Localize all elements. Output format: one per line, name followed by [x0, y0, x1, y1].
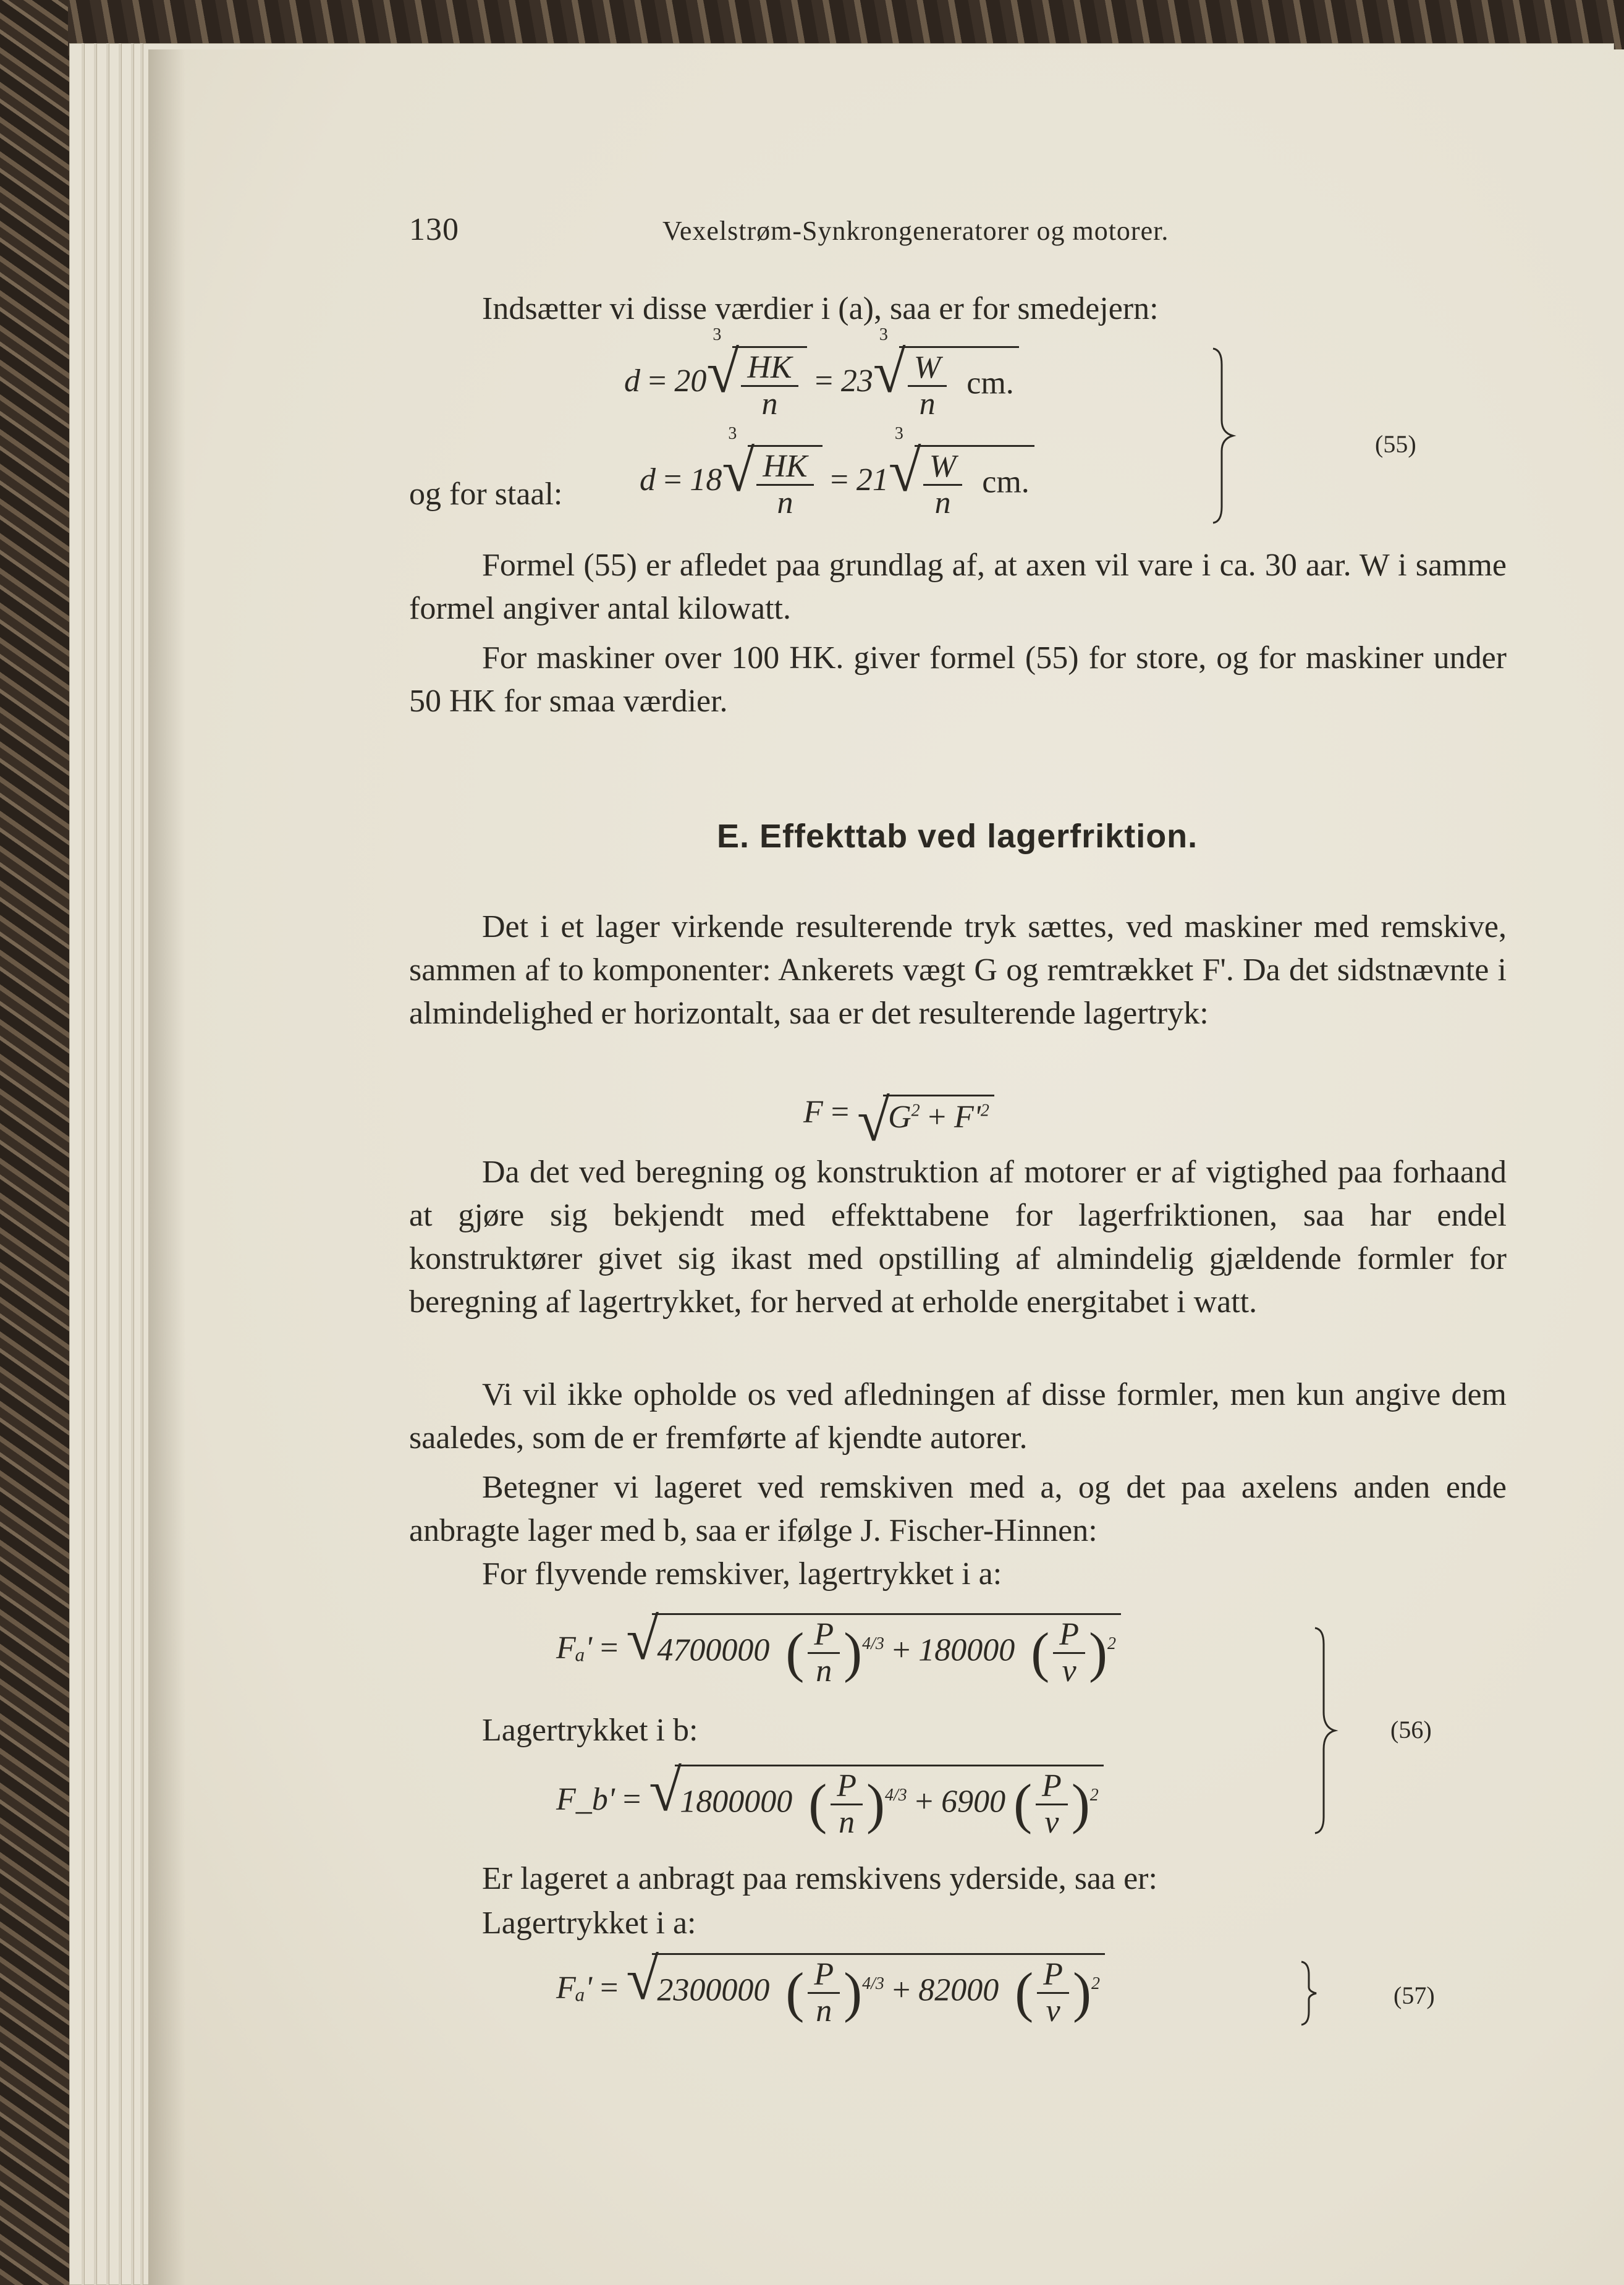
brace-55: [1208, 346, 1239, 525]
equation-56-b: F_b' = √ 1800000 ( $\frac{P}{n}$ )$^{4/3}$ + 6900 ( $\frac{P}{v}$ )$^2$: [556, 1765, 1104, 1840]
equation-resultant: F = √ $G^2 + F'^2$: [803, 1094, 994, 1135]
paragraph-fischer-hinnen: Betegner vi lageret ved remskiven med a, og det paa axelens anden ende anbragte lager med b, saa er ifølge J. Fischer-Hinnen:: [409, 1470, 1507, 1548]
brace-57: [1298, 1959, 1322, 2027]
running-title: Vexelstrøm-Synkrongeneratorer og motorer.: [662, 216, 1169, 246]
section-heading: E. Effekttab ved lagerfriktion.: [717, 818, 1198, 855]
paragraph-lagertryk: Det i et lager virkende resulterende tryk sættes, ved maskiner med remskive, sammen af to komponenter: Ankerets vægt G og remtrækket F'. Da det sidstnævnte i almindelighed er horizontalt, saa er det resulterende lagertryk:: [409, 909, 1507, 1031]
paragraph-beregning: Da det ved beregning og konstruktion af motorer er af vigtighed paa forhaand at gjøre sig bekjendt med effekttabene for lagerfriktionen, saa har endel konstruktører givet sig ikast med opstilling af almindelig gjældende formler for beregning af lagertrykket, for herved at erholde energitabet i watt.: [409, 1155, 1507, 1320]
book-spine-edge: [0, 0, 80, 2285]
lagertrykket-a-text: Lagertrykket i a:: [482, 1906, 696, 1941]
paragraph-maskiner: For maskiner over 100 HK. giver formel (55) for store, og for maskiner under 50 HK for smaa værdier.: [409, 640, 1507, 719]
paragraph-formel-55: Formel (55) er afledet paa grundlag af, at axen vil vare i ca. 30 aar. W i samme formel angiver antal kilowatt.: [409, 548, 1507, 626]
paragraph-yderside: Er lageret a anbragt paa remskivens yderside, saa er:: [482, 1861, 1157, 1896]
equation-number-55: (55): [1375, 430, 1416, 458]
equation-55-staal: d = 18 √ 3 $\frac{HK}{n}$ = 21 √ 3 $\frac{W}{n}$ cm.: [640, 445, 1034, 520]
paragraph-afledningen: Vi vil ikke opholde os ved afledningen af disse formler, men kun angive dem saaledes, som de er fremførte af kjendte autorer.: [409, 1377, 1507, 1456]
equation-number-56: (56): [1390, 1716, 1432, 1744]
running-header: [409, 211, 1243, 255]
flyvende-text: For flyvende remskiver, lagertrykket i a:: [482, 1556, 1002, 1592]
equation-55-label: og for staal:: [409, 477, 563, 512]
equation-57: Fₐ' = √ 2300000 ( $\frac{P}{n}$ )$^{4/3}$ + 82000 ( $\frac{P}{v}$ )$^2$: [556, 1953, 1105, 2029]
equation-number-57: (57): [1394, 1982, 1435, 2009]
page-number: 130: [409, 212, 459, 247]
equation-55-smedejern: d = 20 √ 3 $\frac{HK}{n}$ = 23 √ 3 $\frac{W}{n}$ cm.: [624, 346, 1019, 422]
intro-text: Indsætter vi disse værdier i (a), saa er for smedejern:: [482, 291, 1159, 326]
lagertrykket-b-text: Lagertrykket i b:: [482, 1713, 698, 1748]
equation-56-a: Fₐ' = √ 4700000 ( $\frac{P}{n}$ )$^{4/3}$ + 180000 ( $\frac{P}{v}$ )$^2$: [556, 1613, 1121, 1689]
brace-56: [1310, 1626, 1341, 1836]
